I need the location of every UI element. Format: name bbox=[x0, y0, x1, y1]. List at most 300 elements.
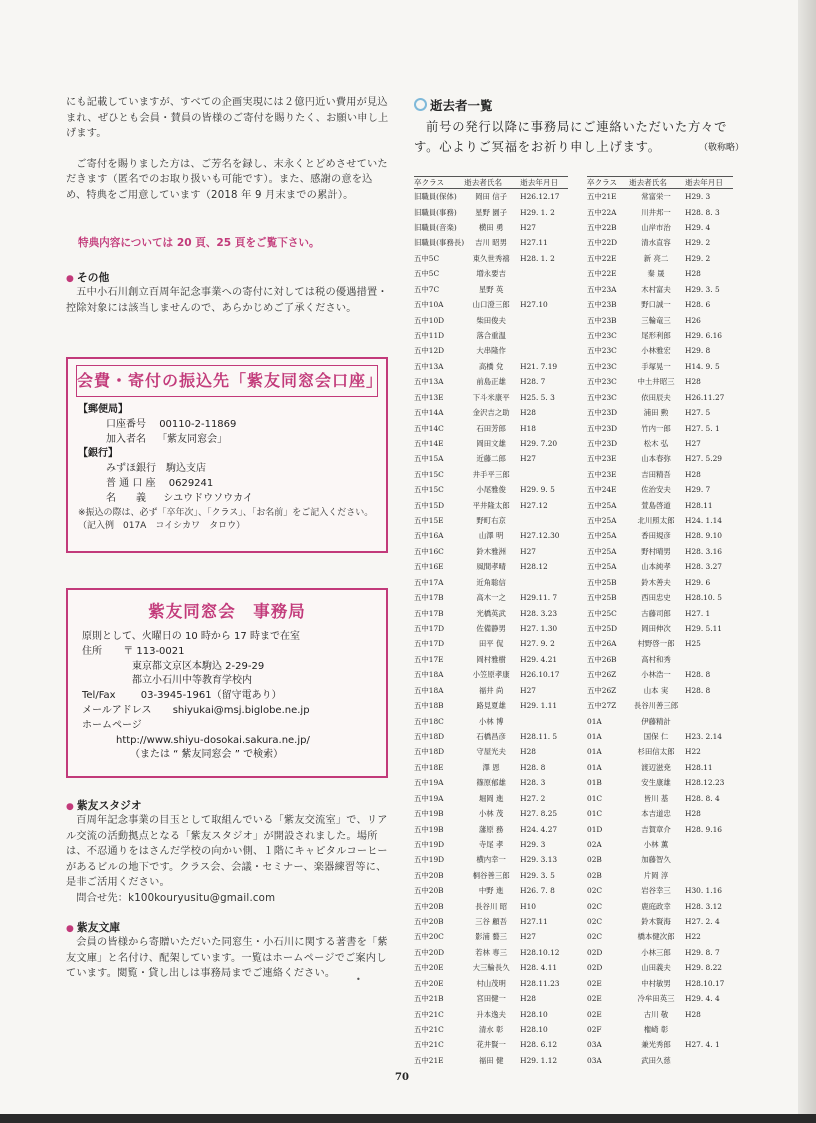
table-row bbox=[414, 544, 568, 559]
row-name: 大三輪長久 bbox=[472, 963, 510, 973]
obituary-table-left bbox=[414, 176, 568, 1068]
table-row bbox=[587, 544, 733, 559]
table-row bbox=[414, 821, 568, 836]
furikomi-box bbox=[66, 357, 388, 553]
sonota-section bbox=[66, 266, 392, 316]
table-row bbox=[587, 837, 733, 852]
row-class: 02E bbox=[587, 994, 602, 1004]
table-row bbox=[414, 189, 568, 205]
row-date: H29. 8. 7 bbox=[685, 947, 720, 957]
row-name: 高村和秀 bbox=[641, 654, 671, 664]
row-date: H27 bbox=[520, 454, 536, 464]
bottom-edge bbox=[0, 1114, 816, 1123]
row-class: 五中26Z bbox=[587, 685, 617, 695]
table-row bbox=[414, 960, 568, 975]
row-date bbox=[518, 282, 568, 297]
table-row bbox=[587, 235, 733, 250]
row-class: 五中25C bbox=[587, 608, 617, 618]
furikomi-title: 会費・寄付の振込先「紫友同窓会口座」 bbox=[76, 365, 378, 397]
row-name: 近角聡信 bbox=[476, 577, 506, 587]
donation-intro bbox=[66, 95, 392, 204]
row-name: 村山茂明 bbox=[476, 978, 506, 988]
row-date: H29. 3.13 bbox=[520, 855, 558, 865]
row-name: 風間孝晴 bbox=[476, 562, 506, 572]
table-row bbox=[414, 760, 568, 775]
table-row bbox=[587, 220, 733, 235]
row-class: 02A bbox=[587, 839, 602, 849]
row-name: 皆川 基 bbox=[643, 793, 669, 803]
row-class: 五中23D bbox=[587, 438, 618, 448]
table-row bbox=[414, 513, 568, 528]
kanyu-value: 「紫友同窓会」 bbox=[157, 433, 228, 445]
row-class: 五中23C bbox=[587, 331, 617, 340]
row-date: H28. 9.10 bbox=[685, 531, 723, 541]
row-name: 小笠原孝康 bbox=[472, 670, 510, 680]
row-name: 橋本健次郎 bbox=[637, 932, 675, 942]
table-row bbox=[587, 1053, 733, 1068]
row-date: H29. 7 bbox=[685, 485, 711, 495]
row-date bbox=[683, 837, 733, 852]
intro-paragraph-1: にも記載していますが、すべての企画実現には２億円近い費用が見込まれ、ぜひとも会員・賛員の皆様のご寄付を賜りたく、お願い申し上げます。 bbox=[66, 97, 389, 140]
row-date: H28. 4.11 bbox=[520, 963, 558, 973]
stray-mark: • bbox=[356, 975, 361, 984]
table-row bbox=[587, 636, 733, 651]
table-row bbox=[414, 559, 568, 574]
row-class: 五中20C bbox=[414, 932, 444, 942]
page-fold-shadow bbox=[798, 0, 816, 1123]
table-row bbox=[587, 806, 733, 821]
row-class: 五中7C bbox=[414, 284, 440, 294]
row-class: 五中23C bbox=[587, 346, 617, 356]
row-class: 五中23C bbox=[587, 377, 617, 387]
row-date: H28. 9.16 bbox=[685, 824, 723, 834]
row-name: 本吉道忠 bbox=[641, 809, 671, 819]
table-row bbox=[414, 683, 568, 698]
row-date: H27. 5.29 bbox=[685, 454, 723, 464]
row-date: H28. 8 bbox=[685, 670, 711, 680]
table-row bbox=[587, 683, 733, 698]
col-header-name: 逝去者氏名 bbox=[464, 177, 518, 189]
row-date: H26.10.17 bbox=[520, 670, 560, 680]
row-name: 香田規彦 bbox=[641, 531, 671, 541]
row-class: 01B bbox=[587, 778, 602, 788]
row-date bbox=[518, 266, 568, 281]
row-class: 五中10D bbox=[414, 315, 445, 325]
row-class: 五中15E bbox=[414, 516, 444, 526]
table-row bbox=[414, 976, 568, 991]
row-class: 五中23E bbox=[587, 454, 617, 464]
koza-label: 口座番号 bbox=[106, 418, 146, 430]
table-row bbox=[587, 991, 733, 1006]
col-header-class: 卒クラス bbox=[414, 177, 464, 189]
row-name: 山澤 明 bbox=[478, 531, 504, 541]
row-date: H25 bbox=[685, 639, 701, 649]
row-date: H28. 8. 3 bbox=[685, 207, 720, 217]
row-class: 五中16E bbox=[414, 562, 444, 572]
table-row bbox=[587, 266, 733, 281]
row-name: 小尾雅俊 bbox=[476, 485, 506, 495]
row-name: 路見夏雄 bbox=[476, 701, 506, 711]
row-name: 権崎 彰 bbox=[643, 1024, 669, 1034]
row-name: 鈴木雅洲 bbox=[476, 546, 506, 556]
row-class: 五中25A bbox=[587, 500, 617, 510]
futsu-label: 普 通 口 座 bbox=[106, 477, 156, 489]
row-class: 五中14E bbox=[414, 438, 444, 448]
table-row bbox=[414, 420, 568, 435]
row-date: H29. 9. 5 bbox=[520, 485, 555, 495]
table-row bbox=[587, 667, 733, 682]
jimukyoku-title: 紫友同窓会 事務局 bbox=[148, 602, 306, 621]
row-date: H28. 7 bbox=[520, 377, 546, 387]
table-row bbox=[587, 945, 733, 960]
table-row bbox=[587, 359, 733, 374]
bullet-icon: ● bbox=[66, 274, 74, 284]
row-class: 五中19B bbox=[414, 809, 444, 819]
row-date: H27.10 bbox=[520, 300, 548, 310]
row-class: 五中14A bbox=[414, 408, 444, 418]
table-row bbox=[414, 837, 568, 852]
row-name: 山岸市治 bbox=[641, 223, 671, 233]
row-date: H27. 4. 1 bbox=[685, 1040, 720, 1050]
row-date: H28. 8 bbox=[685, 685, 711, 695]
row-name: 光橋英武 bbox=[476, 608, 506, 618]
table-row bbox=[587, 312, 733, 327]
row-date: H22 bbox=[685, 747, 701, 757]
postal-code: 〒 113-0021 bbox=[123, 645, 185, 657]
table-row bbox=[414, 713, 568, 728]
row-date: H28. 3.16 bbox=[685, 546, 723, 556]
row-class: 五中25A bbox=[587, 531, 617, 541]
row-date: H27 bbox=[520, 223, 536, 233]
row-date: H27. 5. 1 bbox=[685, 423, 720, 433]
meigi-value: シユウドウソウカイ bbox=[163, 492, 253, 504]
row-class: 五中23B bbox=[587, 300, 617, 310]
table-row bbox=[414, 497, 568, 512]
table-row bbox=[587, 914, 733, 929]
table-row bbox=[414, 467, 568, 482]
row-name: 手塚晃一 bbox=[641, 361, 671, 371]
row-class: 五中21C bbox=[414, 1009, 444, 1019]
row-name: 中野 進 bbox=[478, 886, 504, 896]
row-date: H27.12 bbox=[520, 500, 548, 510]
table-row bbox=[414, 775, 568, 790]
row-class: 02C bbox=[587, 932, 603, 942]
row-class: 五中20B bbox=[414, 886, 444, 896]
row-date: H27.11 bbox=[520, 238, 548, 248]
row-name: 近藤二郎 bbox=[476, 454, 506, 464]
row-name: 花井賢一 bbox=[476, 1040, 506, 1050]
row-name: 安生康雄 bbox=[641, 778, 671, 788]
table-row bbox=[414, 744, 568, 759]
row-class: 五中19D bbox=[414, 839, 445, 849]
studio-text: 百周年記念事業の目玉として取組んでいる「紫友交流室」で、リアル交流の活動拠点となる「紫友スタジオ」が開設されました。場所は、不忍通りをはさんだ学校の向かい側、１階にキャピタルコーヒーがあるビルの地下です。クラス会、会議・セミナー、楽器練習等に、是非ご活用ください。 bbox=[66, 815, 388, 889]
row-class: 03A bbox=[587, 1055, 602, 1065]
mail-label: メールアドレス bbox=[82, 704, 152, 716]
row-name: 星野 園子 bbox=[475, 207, 508, 217]
row-class: 01C bbox=[587, 793, 603, 803]
row-name: 清水直容 bbox=[641, 238, 671, 248]
row-date: H27 bbox=[520, 932, 536, 942]
table-row bbox=[587, 328, 733, 343]
row-name: 武田久慈 bbox=[641, 1055, 671, 1065]
row-class: 五中25A bbox=[587, 562, 617, 572]
row-name: 萱島啓道 bbox=[641, 500, 671, 510]
row-date: H28.11 bbox=[685, 762, 713, 772]
row-class: 旧職員(保体) bbox=[414, 192, 457, 202]
row-name: 野町右京 bbox=[476, 516, 506, 526]
table-row bbox=[587, 960, 733, 975]
row-class: 五中22B bbox=[587, 223, 617, 233]
table-row bbox=[414, 266, 568, 281]
row-name: 小林浩一 bbox=[641, 670, 671, 680]
row-name: 平井隆太郎 bbox=[472, 500, 510, 510]
row-date: H27. 1.30 bbox=[520, 624, 558, 634]
row-class: 五中20D bbox=[414, 947, 445, 957]
row-name: 吉川 昭男 bbox=[475, 238, 508, 248]
row-date: H24. 4.27 bbox=[520, 824, 558, 834]
hp-label: ホームページ bbox=[82, 719, 142, 731]
row-date: H29. 8.22 bbox=[685, 963, 723, 973]
table-row bbox=[414, 389, 568, 404]
hp-url[interactable]: http://www.shiyu-dosokai.sakura.ne.jp/ bbox=[116, 734, 310, 746]
row-class: 五中20E bbox=[414, 978, 444, 988]
row-date: H21. 7.19 bbox=[520, 361, 558, 371]
intro-paragraph-2: ご寄付を賜りました方は、ご芳名を録し、末永くとどめさせていただきます（匿名でのお取り扱いも可能です）。また、感謝の意を込め、特典をご用意しています（2018 年 9 月末までの累計）。 bbox=[66, 158, 388, 201]
row-date: H29. 6.16 bbox=[685, 331, 723, 340]
row-name: 落合重温 bbox=[476, 331, 506, 340]
row-name: 堀岡 進 bbox=[478, 793, 504, 803]
row-name: 吉賀章介 bbox=[641, 824, 671, 834]
row-class: 五中17B bbox=[414, 608, 444, 618]
row-class: 五中17D bbox=[414, 624, 445, 634]
row-name: 山本 実 bbox=[643, 685, 669, 695]
row-class: 五中21C bbox=[414, 1040, 444, 1050]
row-date: H10 bbox=[520, 901, 536, 911]
address-label: 住所 bbox=[82, 645, 102, 657]
row-name: 高木一之 bbox=[476, 593, 506, 603]
row-date: H27 bbox=[685, 438, 701, 448]
row-name: 岡村雅樹 bbox=[476, 654, 506, 664]
row-name: 尾形利郎 bbox=[641, 331, 671, 340]
row-date bbox=[683, 652, 733, 667]
row-date bbox=[683, 852, 733, 867]
row-date: H24. 1.14 bbox=[685, 516, 723, 526]
row-name: 宮田健一 bbox=[476, 994, 506, 1004]
table-row bbox=[414, 575, 568, 590]
table-row bbox=[587, 852, 733, 867]
row-name: 小林三郎 bbox=[641, 947, 671, 957]
table-row bbox=[587, 729, 733, 744]
table-row bbox=[587, 513, 733, 528]
table-row bbox=[587, 898, 733, 913]
table-row bbox=[414, 945, 568, 960]
row-name: 依田辰夫 bbox=[641, 392, 671, 402]
hp-search: （または “ 紫友同窓会 ” で検索） bbox=[130, 749, 284, 761]
koza-value: 00110-2-11869 bbox=[159, 418, 237, 430]
table-row bbox=[414, 806, 568, 821]
row-date: H29. 4.21 bbox=[520, 654, 558, 664]
table-row bbox=[587, 590, 733, 605]
col-header-date: 逝去年月日 bbox=[518, 177, 568, 189]
row-date: H27 bbox=[520, 685, 536, 695]
row-date: H29. 8 bbox=[685, 346, 711, 356]
row-class: 五中13E bbox=[414, 392, 444, 402]
row-class: 02E bbox=[587, 1009, 602, 1019]
table-row bbox=[587, 251, 733, 266]
row-date: H28.11.23 bbox=[520, 978, 560, 988]
row-class: 五中19B bbox=[414, 824, 444, 834]
row-date: H18 bbox=[520, 423, 536, 433]
table-row bbox=[414, 220, 568, 235]
row-name: 三谷 顧吾 bbox=[475, 917, 508, 927]
row-date: H27. 2. 4 bbox=[685, 917, 720, 927]
row-class: 02C bbox=[587, 917, 603, 927]
row-class: 五中10A bbox=[414, 300, 444, 310]
row-name: 中村敏男 bbox=[641, 978, 671, 988]
table-row bbox=[414, 343, 568, 358]
table-row bbox=[587, 482, 733, 497]
row-name: 守屋光夫 bbox=[476, 747, 506, 757]
row-date: H27. 9. 2 bbox=[520, 639, 555, 649]
row-date: H23. 2.14 bbox=[685, 731, 723, 741]
row-class: 五中18C bbox=[414, 716, 444, 726]
row-date: H28.10 bbox=[520, 1024, 548, 1034]
row-date bbox=[683, 1053, 733, 1068]
table-row bbox=[587, 713, 733, 728]
row-date: H22 bbox=[685, 932, 701, 942]
row-name: 吉田精吾 bbox=[641, 469, 671, 479]
row-date bbox=[518, 713, 568, 728]
row-date: H28.10.12 bbox=[520, 947, 560, 957]
row-date: H28.10 bbox=[520, 1009, 548, 1019]
row-class: 五中25B bbox=[587, 577, 617, 587]
row-name: 藩原 務 bbox=[478, 824, 504, 834]
studio-contact: 問合せ先：k100kouryusitu@gmail.com bbox=[76, 892, 276, 904]
row-date: H29. 3 bbox=[685, 192, 711, 202]
row-class: 五中14C bbox=[414, 423, 444, 433]
table-row bbox=[587, 389, 733, 404]
row-name: 清水 彰 bbox=[478, 1024, 504, 1034]
row-name: 常富栄一 bbox=[641, 192, 671, 202]
row-name: 中土井昭三 bbox=[637, 377, 675, 387]
table-row bbox=[414, 790, 568, 805]
row-class: 五中23E bbox=[587, 469, 617, 479]
row-name: 小林雅宏 bbox=[641, 346, 671, 356]
table-row bbox=[587, 698, 733, 713]
bank-name: みずほ銀行 駒込支店 bbox=[106, 463, 206, 475]
table-row bbox=[587, 575, 733, 590]
row-name: 三輪竜三 bbox=[641, 315, 671, 325]
bullet-icon: ● bbox=[66, 924, 74, 934]
row-name: 福井 尚 bbox=[478, 685, 504, 695]
row-class: 五中18D bbox=[414, 731, 445, 741]
mail-value[interactable]: shiyukai@msj.biglobe.ne.jp bbox=[172, 704, 310, 716]
table-row bbox=[414, 312, 568, 327]
table-row bbox=[587, 405, 733, 420]
row-date: H26.12.17 bbox=[520, 192, 560, 202]
row-name: 冷牟田英三 bbox=[637, 994, 675, 1004]
col-header-class: 卒クラス bbox=[587, 177, 629, 189]
row-class: 五中18A bbox=[414, 670, 444, 680]
row-class: 五中26B bbox=[587, 654, 617, 664]
row-date bbox=[518, 513, 568, 528]
bullet-icon: ● bbox=[66, 802, 74, 812]
row-date: H28. 8. 4 bbox=[685, 793, 720, 803]
row-name: 小林 茂 bbox=[478, 809, 504, 819]
row-name: 鈴木賢海 bbox=[641, 917, 671, 927]
table-row bbox=[587, 883, 733, 898]
tel-value: 03-3945-1961（留守電あり） bbox=[140, 690, 282, 702]
row-class: 五中22D bbox=[587, 238, 618, 248]
table-row bbox=[414, 929, 568, 944]
bunko-text: 会員の皆様から寄贈いただいた同窓生・小石川に関する著書を「紫友文庫」と名付け、配架しています。一覧はホームページでご案内しています。閲覧・貸し出しは事務局までご連絡ください。 bbox=[66, 937, 388, 980]
row-class: 01A bbox=[587, 731, 602, 741]
row-class: 五中11D bbox=[414, 331, 445, 340]
row-class: 五中12D bbox=[414, 346, 445, 356]
row-name: 升本逸夫 bbox=[476, 1009, 506, 1019]
row-class: 五中20B bbox=[414, 917, 444, 927]
row-date bbox=[683, 698, 733, 713]
row-class: 五中15C bbox=[414, 485, 444, 495]
table-row bbox=[587, 790, 733, 805]
row-class: 五中25A bbox=[587, 516, 617, 526]
row-date: H28.10.17 bbox=[685, 978, 725, 988]
row-date bbox=[683, 713, 733, 728]
row-class: 五中21B bbox=[414, 994, 444, 1004]
row-class: 五中23A bbox=[587, 284, 617, 294]
table-row bbox=[587, 436, 733, 451]
row-class: 五中19A bbox=[414, 778, 444, 788]
table-row bbox=[587, 497, 733, 512]
row-class: 五中15C bbox=[414, 469, 444, 479]
table-row bbox=[414, 852, 568, 867]
table-row bbox=[414, 621, 568, 636]
row-name: 新 亮二 bbox=[643, 253, 669, 263]
table-row bbox=[587, 189, 733, 205]
row-date: H27. 1 bbox=[685, 608, 711, 618]
row-name: 小林 博 bbox=[478, 716, 504, 726]
row-name: 寺尾 孝 bbox=[478, 839, 504, 849]
row-class: 五中19A bbox=[414, 793, 444, 803]
table-row bbox=[414, 436, 568, 451]
table-row bbox=[414, 251, 568, 266]
row-date: H29. 1. 2 bbox=[520, 207, 555, 217]
row-date: H28. 3 bbox=[520, 778, 546, 788]
row-name: 高橋 兌 bbox=[478, 361, 504, 371]
row-class: 五中25D bbox=[587, 624, 618, 634]
row-name: 篠原郁雄 bbox=[476, 778, 506, 788]
table-row bbox=[414, 235, 568, 250]
row-name: 村野啓一郎 bbox=[637, 639, 675, 649]
table-row bbox=[414, 636, 568, 651]
table-row bbox=[414, 451, 568, 466]
row-class: 五中15A bbox=[414, 454, 444, 464]
address-line-1: 東京都文京区本駒込 2-29-29 bbox=[132, 660, 265, 672]
row-name: 西田忠史 bbox=[641, 593, 671, 603]
row-name: 佐備静男 bbox=[476, 624, 506, 634]
row-class: 五中22A bbox=[587, 207, 617, 217]
row-name: 増永要吉 bbox=[476, 269, 506, 279]
row-class: 五中24E bbox=[587, 485, 617, 495]
row-class: 五中5C bbox=[414, 253, 440, 263]
row-class: 03A bbox=[587, 1040, 602, 1050]
table-row bbox=[587, 976, 733, 991]
row-name: 竹内一郎 bbox=[641, 423, 671, 433]
furikomi-note: ※振込の際は、必ず「卒年次」、「クラス」、「お名前」をご記入ください。 bbox=[78, 507, 374, 518]
office-hours: 原則として、火曜日の 10 時から 17 時まで在室 bbox=[82, 631, 300, 642]
bunko-section bbox=[66, 916, 392, 982]
row-date bbox=[518, 467, 568, 482]
